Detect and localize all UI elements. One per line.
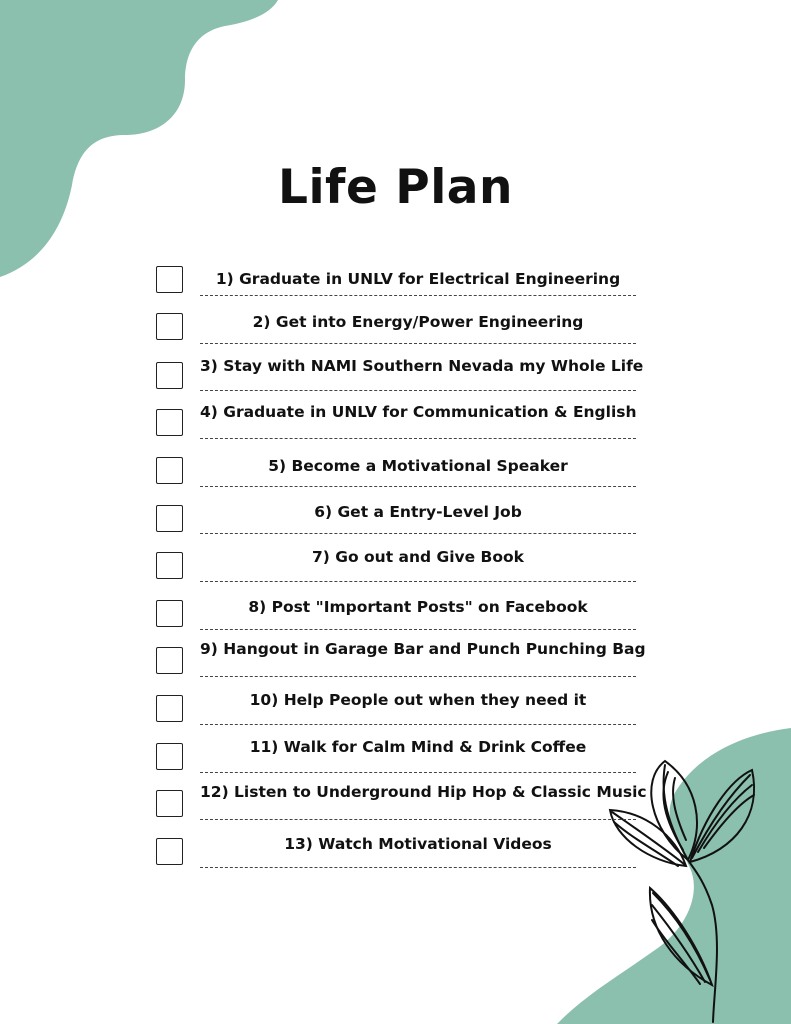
checklist-item-label: 5) Become a Motivational Speaker <box>268 457 568 475</box>
checklist-item-label: 11) Walk for Calm Mind & Drink Coffee <box>249 738 587 756</box>
checkbox[interactable] <box>156 838 183 865</box>
checkbox[interactable] <box>156 457 183 484</box>
dashed-divider <box>200 343 636 344</box>
checklist-item-label: 8) Post "Important Posts" on Facebook <box>248 598 588 616</box>
checkbox[interactable] <box>156 409 183 436</box>
dashed-divider <box>200 867 636 868</box>
checkbox[interactable] <box>156 647 183 674</box>
dashed-divider <box>200 533 636 534</box>
checklist-item-label: 1) Graduate in UNLV for Electrical Engineering <box>215 270 621 288</box>
checklist-item <box>0 691 791 743</box>
checkbox[interactable] <box>156 362 183 389</box>
page-title: Life Plan <box>278 160 513 215</box>
checklist-item <box>0 783 791 838</box>
checklist-item <box>0 835 791 886</box>
dashed-divider <box>200 581 636 582</box>
dashed-divider <box>200 629 636 630</box>
checkbox[interactable] <box>156 695 183 722</box>
checkbox[interactable] <box>156 266 183 293</box>
checklist-item <box>0 266 791 314</box>
checklist-item-label: 12) Listen to Underground Hip Hop & Classic Music <box>200 783 647 801</box>
checklist-item-label: 10) Help People out when they need it <box>249 691 587 709</box>
checkbox[interactable] <box>156 600 183 627</box>
checklist-item-label: 9) Hangout in Garage Bar and Punch Punching Bag <box>200 640 646 658</box>
checklist-item <box>0 457 791 505</box>
dashed-divider <box>200 390 636 391</box>
checklist-item <box>0 548 791 600</box>
dashed-divider <box>200 676 636 677</box>
checklist-item <box>0 640 791 695</box>
checklist-item-label: 2) Get into Energy/Power Engineering <box>252 313 584 331</box>
dashed-divider <box>200 724 636 725</box>
checkbox[interactable] <box>156 313 183 340</box>
checkbox[interactable] <box>156 552 183 579</box>
checklist-item <box>0 403 791 457</box>
dashed-divider <box>200 438 636 439</box>
dashed-divider <box>200 772 636 773</box>
checklist-item <box>0 313 791 361</box>
checklist-item-label: 6) Get a Entry-Level Job <box>314 503 522 521</box>
checklist-item-label: 13) Watch Motivational Videos <box>284 835 552 853</box>
checklist-item-label: 4) Graduate in UNLV for Communication & English <box>200 403 637 421</box>
checkbox[interactable] <box>156 790 183 817</box>
checkbox[interactable] <box>156 743 183 770</box>
dashed-divider <box>200 295 636 296</box>
checklist-item-label: 7) Go out and Give Book <box>312 548 524 566</box>
checklist-item <box>0 505 791 553</box>
dashed-divider <box>200 819 636 820</box>
checkbox[interactable] <box>156 505 183 532</box>
checklist-item-label: 3) Stay with NAMI Southern Nevada my Whole Life <box>200 357 644 375</box>
dashed-divider <box>200 486 636 487</box>
